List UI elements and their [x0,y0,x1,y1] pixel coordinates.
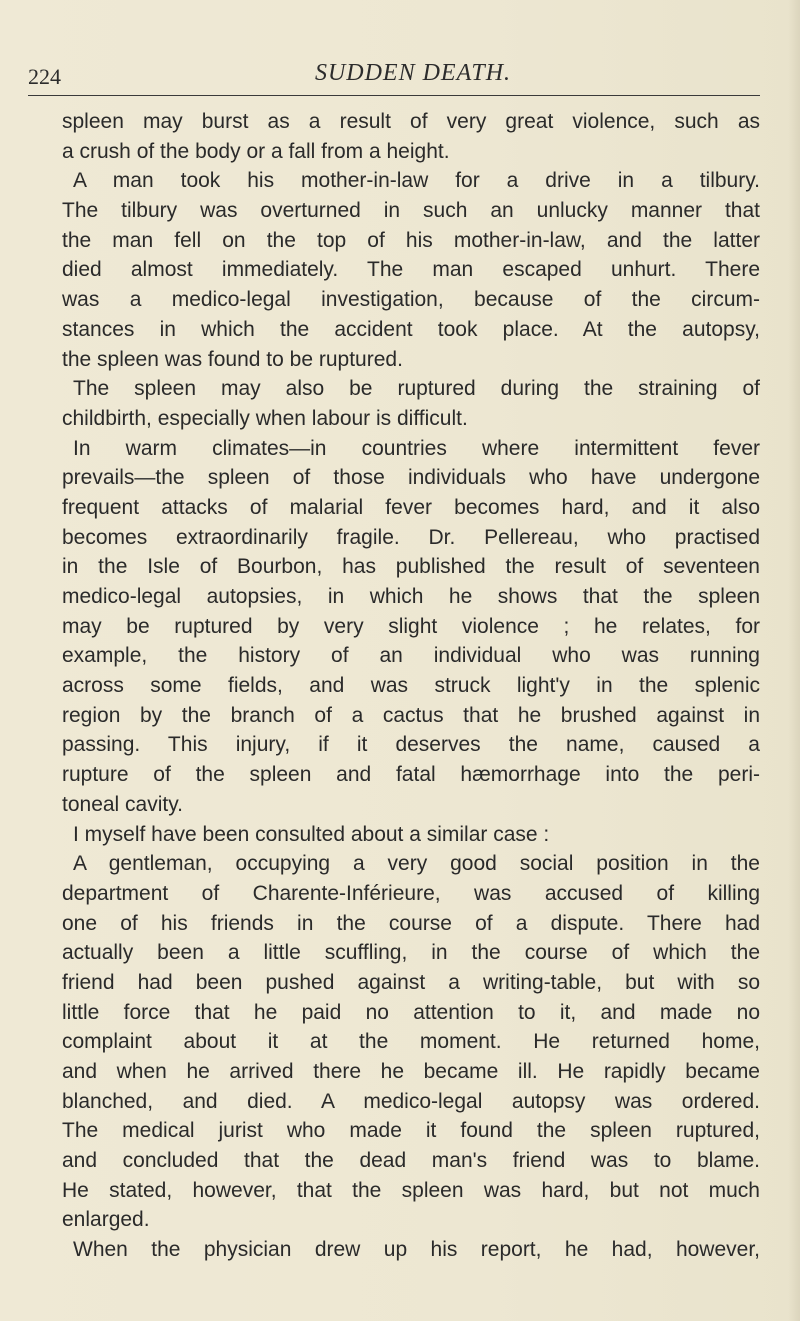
text-line: The tilbury was overturned in such an unlucky manner that [62,199,760,223]
text-line: and when he arrived there he became ill. He rapidly became [62,1060,760,1083]
text-line: frequent attacks of malarial fever becomes hard, and it also [62,495,760,519]
text-line: one of his friends in the course of a dispute. There had [62,911,760,935]
body-text [62,107,760,1265]
text-line: died almost immediately. The man escaped unhurt. There [62,258,760,282]
text-line: friend had been pushed against a writing-table, but with so [62,970,760,994]
text-line: When the physician drew up his report, he had, however, [73,1238,760,1262]
text-line: in the Isle of Bourbon, has published the result of seventeen [62,555,760,579]
text-line: may be ruptured by very slight violence ; he relates, for [62,614,760,638]
running-head: SUDDEN DEATH. [314,60,512,86]
text-line: becomes extraordinarily fragile. Dr. Pellereau, who practised [62,525,760,549]
text-line: was a medico-legal investigation, because of the circum- [62,288,760,312]
text-line: blanched, and died. A medico-legal autopsy was ordered. [62,1089,760,1113]
text-line: A man took his mother-in-law for a drive in a tilbury. [73,169,760,193]
text-line: department of Charente-Inférieure, was accused of killing [62,881,760,905]
text-line: The spleen may also be ruptured during the straining of [73,377,760,401]
text-line: the spleen was found to be ruptured. [62,347,403,371]
text-line: example, the history of an individual who was running [62,644,760,668]
text-line: little force that he paid no attention to it, and made no [62,1000,760,1024]
text-line: A gentleman, occupying a very good social position in the [73,852,760,876]
text-line: actually been a little scuffling, in the course of which the [62,941,760,965]
text-line: prevails—the spleen of those individuals who have undergone [62,466,760,490]
page-edge-shadow [788,0,800,1321]
text-line: stances in which the accident took place. At the autopsy, [62,317,760,341]
page-header [28,60,758,94]
text-line: rupture of the spleen and fatal hæmorrhage into the peri- [62,763,760,787]
text-line: passing. This injury, if it deserves the name, caused a [62,733,760,757]
text-line: complaint about it at the moment. He returned home, [62,1030,760,1054]
text-line: He stated, however, that the spleen was hard, but not much [62,1178,760,1202]
text-line: across some fields, and was struck light'y in the splenic [62,674,760,698]
text-line: toneal cavity. [62,792,184,816]
header-rule [28,95,760,96]
text-line: The medical jurist who made it found the spleen ruptured, [62,1119,760,1143]
text-line: and concluded that the dead man's friend was to blame. [62,1149,760,1173]
text-line: medico-legal autopsies, in which he shows that the spleen [62,585,760,608]
text-line: the man fell on the top of his mother-in-law, and the latter [62,228,760,252]
text-line: region by the branch of a cactus that he brushed against in [62,703,760,727]
text-line: spleen may burst as a result of very great violence, such as [62,110,760,133]
text-line: childbirth, especially when labour is difficult. [62,406,468,430]
text-line: In warm climates—in countries where intermittent fever [73,436,760,460]
text-line: enlarged. [62,1208,150,1232]
text-line: I myself have been consulted about a similar case : [73,822,550,846]
page-number: 224 [28,64,61,89]
text-line: a crush of the body or a fall from a height. [62,139,450,163]
